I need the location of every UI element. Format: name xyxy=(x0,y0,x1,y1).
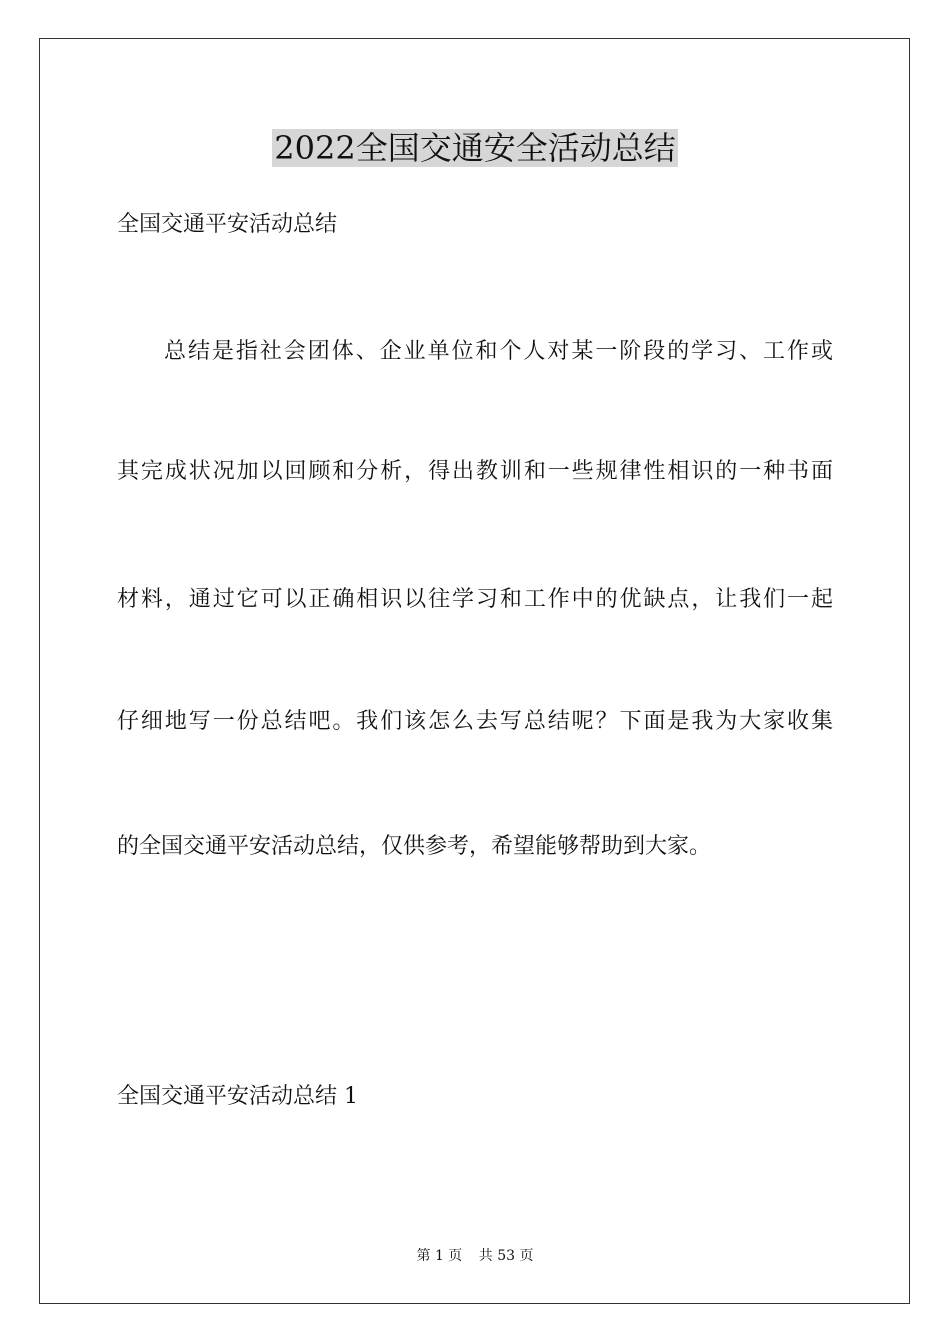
page-footer xyxy=(0,1246,950,1266)
section-heading: 全国交通平安活动总结 1 xyxy=(117,1084,358,1109)
page-total: 共 53 页 xyxy=(478,1248,534,1264)
paragraph-line-2: 其完成状况加以回顾和分析，得出教训和一些规律性相识的一种书面 xyxy=(117,459,833,484)
paragraph-line-5: 的全国交通平安活动总结，仅供参考，希望能够帮助到大家。 xyxy=(117,834,712,859)
document-subtitle: 全国交通平安活动总结 xyxy=(117,212,338,237)
paragraph-line-1: 总结是指社会团体、企业单位和个人对某一阶段的学习、工作或 xyxy=(164,339,833,364)
document-title xyxy=(0,126,950,170)
paragraph-line-3: 材料，通过它可以正确相识以往学习和工作中的优缺点，让我们一起 xyxy=(117,587,833,612)
document-title-text: 2022全国交通安全活动总结 xyxy=(274,129,676,167)
page-number: 第 1 页 xyxy=(416,1248,463,1264)
paragraph-line-4: 仔细地写一份总结吧。我们该怎么去写总结呢？下面是我为大家收集 xyxy=(117,709,833,734)
